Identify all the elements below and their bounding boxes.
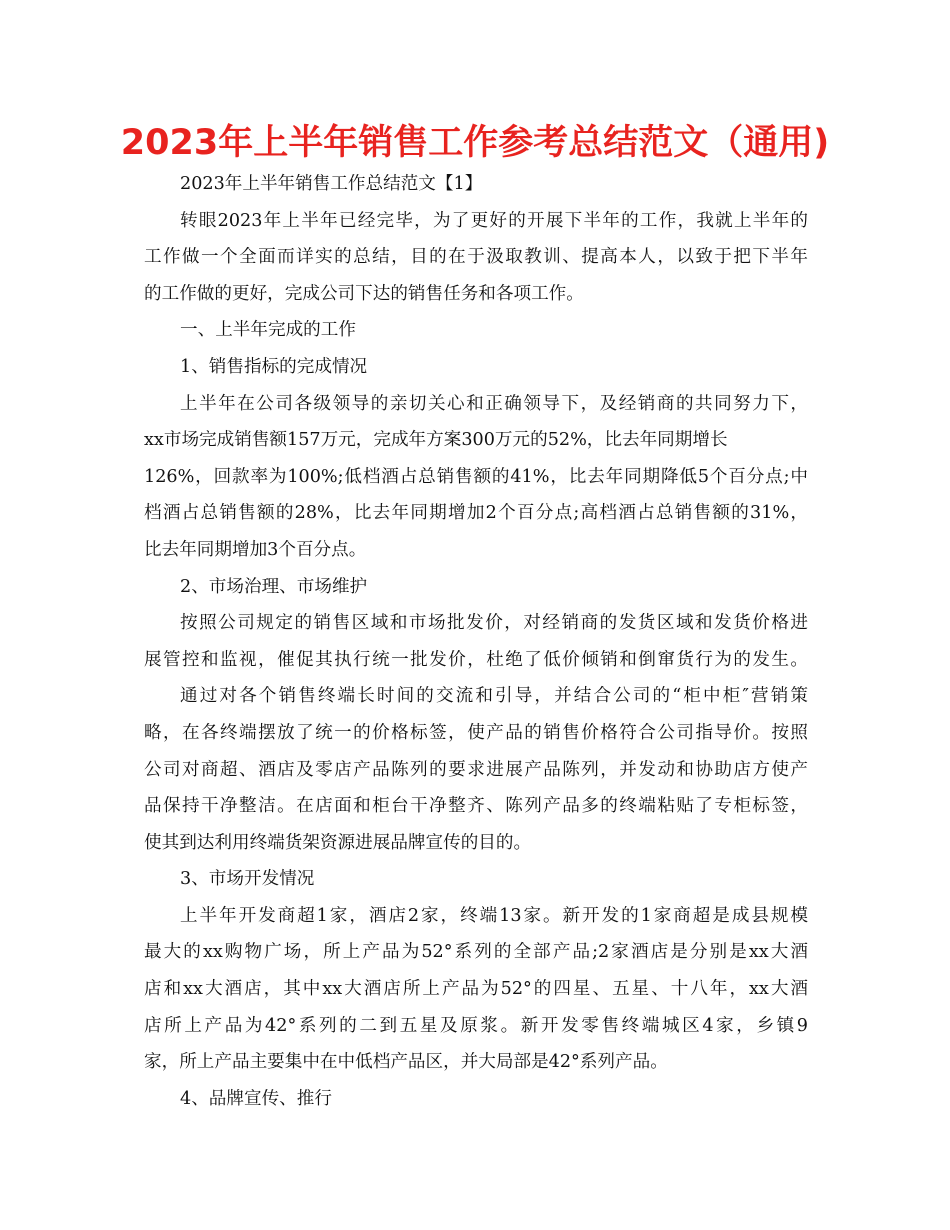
paragraph-line: 转眼2023年上半年已经完毕，为了更好的开展下半年的工作，我就上半年的: [180, 210, 808, 231]
paragraph-line: 比去年同期增加3个百分点。: [144, 539, 367, 560]
subsection-heading: 3、市场开发情况: [180, 869, 315, 890]
paragraph-line: 工作做一个全面而详实的总结，目的在于汲取教训、提高本人，以致于把下半年: [144, 247, 808, 268]
paragraph-line: 公司对商超、酒店及零店产品陈列的要求进展产品陈列，并发动和协助店方使产: [144, 759, 808, 780]
subsection-heading: 2、市场治理、市场维护: [180, 576, 368, 597]
document-title: 2023年上半年销售工作参考总结范文（通用): [120, 123, 830, 163]
paragraph-line: 最大的xx购物广场，所上产品为52°系列的全部产品;2家酒店是分别是xx大酒: [144, 942, 808, 963]
section-heading: 一、上半年完成的工作: [180, 320, 356, 341]
paragraph-line: 的工作做的更好，完成公司下达的销售任务和各项工作。: [144, 283, 584, 304]
paragraph-line: xx市场完成销售额157万元，完成年方案300万元的52%，比去年同期增长: [144, 430, 728, 451]
paragraph-line: 使其到达利用终端货架资源进展品牌宣传的目的。: [144, 832, 532, 853]
paragraph-line: 按照公司规定的销售区域和市场批发价，对经销商的发货区域和发货价格进: [180, 613, 808, 634]
paragraph-line: 上半年在公司各级领导的亲切关心和正确领导下，及经销商的共同努力下，: [180, 393, 808, 414]
paragraph-line: 家，所上产品主要集中在中低档产品区，并大局部是42°系列产品。: [144, 1052, 668, 1073]
paragraph-line: 品保持干净整洁。在店面和柜台干净整齐、陈列产品多的终端粘贴了专柜标签，: [144, 796, 808, 817]
paragraph-line: 略，在各终端摆放了统一的价格标签，使产品的销售价格符合公司指导价。按照: [144, 722, 808, 743]
section-heading: 2023年上半年销售工作总结范文【1】: [180, 174, 483, 194]
paragraph-line: 126%，回款率为100%;低档酒占总销售额的41%，比去年同期降低5个百分点;中: [144, 466, 808, 487]
paragraph-line: 店所上产品为42°系列的二到五星及原浆。新开发零售终端城区4家，乡镇9: [144, 1015, 808, 1036]
document-body: [144, 166, 808, 1117]
paragraph-line: 通过对各个销售终端长时间的交流和引导，并结合公司的“柜中柜″营销策: [180, 686, 808, 707]
subsection-heading: 4、品牌宣传、推行: [180, 1088, 332, 1109]
paragraph-line: 上半年开发商超1家，酒店2家，终端13家。新开发的1家商超是成县规模: [180, 905, 808, 926]
subsection-heading: 1、销售指标的完成情况: [180, 356, 368, 377]
paragraph-line: 店和xx大酒店，其中xx大酒店所上产品为52°的四星、五星、十八年，xx大酒: [144, 979, 808, 1000]
paragraph-line: 档酒占总销售额的28%，比去年同期增加2个百分点;高档酒占总销售额的31%，: [144, 503, 808, 524]
paragraph-line: 展管控和监视，催促其执行统一批发价，杜绝了低价倾销和倒窜货行为的发生。: [144, 649, 808, 670]
